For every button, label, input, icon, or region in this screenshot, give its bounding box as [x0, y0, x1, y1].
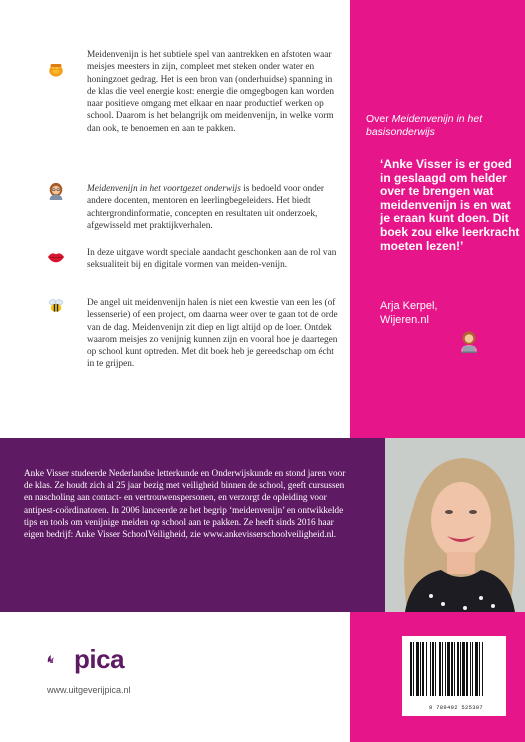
publisher-panel	[0, 612, 350, 742]
bee-icon	[47, 297, 65, 315]
teacher-woman-icon	[47, 182, 65, 200]
intro-paragraph-4: De angel uit meidenvenijn halen is niet een kwestie van een les (of lessenserie) of een project, om daarna weer over te gaan tot de orde van de dag. Meidenvenijn zit diep en ligt altijd op de loer. Ontdek waarom meisjes zo venijnig kunnen zijn en vooral hoe je daartegen op school kunt optreden. Met dit boek heb je gereedschap om écht in te grijpen.	[87, 298, 338, 370]
lips-icon	[47, 248, 65, 266]
book-title-italic: Meidenvenijn in het voortgezet onderwijs	[87, 184, 241, 194]
intro-paragraph-1: Meidenvenijn is het subtiele spel van aantrekken en afstoten waar meisjes meesters in zijn, compleet met steken onder water en honingzoet gedrag. Het is een bron van (onderhuidse) spanning in de klas die veel energie kost: energie die omgegbogen kan worden naar positieve omgang met elkaar en naar productief werken op school. Daarom is het belangrijk om meidenvenijn, in welke vorm dan ook, te benoemen en aan te pakken.	[87, 50, 334, 134]
author-photo	[385, 438, 525, 612]
quote-text: ‘Anke Visser is er goed in geslaagd om helder over te brengen wat meidenvenijn is en wat je eraan kunt doen. Dit boek zou elke leerkracht moeten lezen!’	[380, 157, 520, 253]
quote-author-name: Arja Kerpel,	[380, 300, 438, 312]
publisher-logo-text: pica	[74, 644, 125, 674]
barcode-bars-icon	[402, 636, 506, 702]
barcode-number: 9 789492 525307	[428, 704, 483, 711]
pica-logo-icon	[47, 644, 73, 674]
intro-paragraph-2-rest: is bedoeld voor onder andere docenten, mentoren en leerlingbegeleiders. Het biedt achtergrondinformatie, concepten en resultaten uit onderzoek, afgewisseld met praktijkverhalen.	[87, 184, 325, 231]
intro-paragraph-2	[87, 183, 339, 232]
honey-pot-icon	[47, 60, 65, 78]
author-bio-text: Anke Visser studeerde Nederlandse letterkunde en Onderwijskunde en stond jaren voor de klas. Ze houdt zich al 25 jaar bezig met veiligheid binnen de school, geeft cursussen en nascholing aan contact- en vertrouwenspersonen, en verzorgt de opleiding voor antipest-coördinatoren. In 2006 lanceerde ze het begrip ‘meidenvenijn’ en ontwikkelde tips en tools om venijnige meiden op school aan te pakken. Ze heeft sinds 2016 haar eigen bedrijf: Anke Visser SchoolVeiligheid, zie www.ankevisserschoolveiligheid.nl.	[24, 468, 346, 540]
quote-heading-prefix: Over	[366, 113, 392, 125]
woman-laptop-icon	[457, 330, 481, 354]
quote-heading-book: Meidenvenijn in het basisonderwijs	[366, 113, 483, 138]
quote-heading	[366, 113, 516, 139]
quote-author	[380, 300, 522, 327]
publisher-url[interactable]: www.uitgeverijpica.nl	[47, 685, 131, 695]
quote-author-site: Wijeren.nl	[380, 313, 429, 326]
intro-paragraph-3: In deze uitgave wordt speciale aandacht geschonken aan de rol van seksualiteit bij en digitale vormen van meiden-venijn.	[87, 248, 337, 271]
